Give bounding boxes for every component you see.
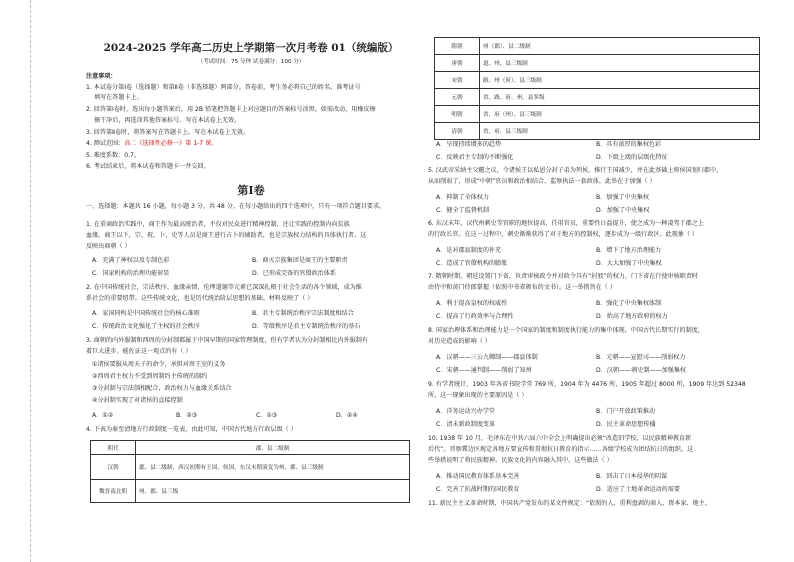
q1-line: 血缘。商王以下，宗、祝、卜、史等人员是商王进行占卜的辅助者，也是宗族权力结构的具体执行者。这 xyxy=(86,232,367,239)
q3-line: 3. 商朝的内外服制和西周的分封制都属于中国早期的国家管理制度，但有学者认为分封制相比内外服制有 xyxy=(86,337,368,344)
q3-item: ③分封制与宗法制相配合，政治权力与血缘关系结合 xyxy=(92,385,232,392)
q7-option-d[interactable]: D．抬高了地方政府的权力 xyxy=(596,313,668,320)
q4-option-b[interactable]: B．具有浓厚的集权色彩 xyxy=(596,141,662,148)
q2-option-b[interactable]: B．君主专制统治秩序宗法制度相结合 xyxy=(252,310,354,317)
q3-option-a[interactable]: A．①② xyxy=(92,412,114,419)
note-line: 6. 考试结束后，将本试卷和答题卡一并交回。 xyxy=(86,163,210,170)
q5-line: 从而削弱了，形成“中朝”官员和政治相结合、监察执法一套政体，此举在于加强（ ） xyxy=(428,178,656,185)
q2-option-c[interactable]: C．传统政治文化强化了主权的社会秩序 xyxy=(92,323,200,330)
q7-line: 7. 隋朝时期，朝廷设置门下省，负责审核政令并对政令具有“封驳”的权力，门下省在行使审核职责时 xyxy=(428,273,699,280)
notes-heading: 注意事项： xyxy=(86,73,117,80)
q2-line: 系社会的重要纽带。这些传统文化，也是历代统治阶层思想的基础。材料反映了（ ） xyxy=(86,295,314,302)
note-line-scope xyxy=(86,139,416,148)
q3-line: 着巨大进步。能佐证这一观点的有（ ） xyxy=(86,348,192,355)
q1-option-d[interactable]: D．已形成完备的官僚政治体系 xyxy=(252,270,336,277)
table-cell: 州（郡）、县二级制 xyxy=(480,38,760,55)
q7-option-b[interactable]: B．强化了中央集权体制 xyxy=(596,300,662,307)
q1-line: 1. 在重商政治实践中，商王作为最高统治者，不仅对民众进行精神控制，还让实践的控制内向贫族 xyxy=(86,221,350,228)
q4-option-c[interactable]: C．反映君主专制的不断强化 xyxy=(436,154,514,161)
q9-option-d[interactable]: D．民主革命思想传播 xyxy=(596,421,656,428)
q8-option-d[interactable]: D．汉朝——刺史制——加强集权 xyxy=(596,367,687,374)
q10-line: 后代”。晋察冀边区规定各地方要宣传和贯彻抗日教育的指示……各级学校成为团结抗日的组织。这 xyxy=(428,446,694,453)
table-cell: 郡、县二级制 xyxy=(136,441,410,455)
note-line: 3. 回答第Ⅱ卷时，将答案写在答题卡上。写在本试卷上无效。 xyxy=(86,129,250,136)
q4-line: 4. 下表为秦至清地方行政制度一览表，由此可知，中国古代地方行政层级（ ） xyxy=(86,426,297,433)
table-cell: 魏晋南北朝 xyxy=(91,480,136,503)
q10-option-a[interactable]: A．推动国民教育体系基本完善 xyxy=(436,473,520,480)
exam-info: （考试时间：75 分钟 试卷满分：100 分） xyxy=(197,59,305,65)
table-row xyxy=(91,455,410,480)
table-cell: 郡、县二级制，西汉初期有王国、侯国，东汉末期演变为州、郡、县三级制 xyxy=(136,455,410,480)
q3-item: ①诸侯要服从周天子的命令，承担对周王室的义务 xyxy=(92,361,226,368)
q9-option-a[interactable]: A．洋务运动兴办学堂 xyxy=(436,408,496,415)
table-row xyxy=(435,72,760,89)
q2-line: 2. 在中国传统社会，宗法秩序、血缘亲情、伦理道德等元素已深深扎根于社会生活的各个领域，成为维 xyxy=(86,284,362,291)
q9-line: 所。这一现象出现的主要原因是（ ） xyxy=(428,392,528,399)
q11-line: 11. 新民主主义革命时期，中国共产党发布的某文件规定：“依照的人、重利盘剥的商人、资本家、地主、 xyxy=(428,500,711,507)
q5-option-b[interactable]: B．加强了中央集权 xyxy=(596,194,649,201)
q10-option-c[interactable]: C．完善了抗战时期的国民教育 xyxy=(436,486,520,493)
q4-table-part1 xyxy=(90,440,410,503)
table-row xyxy=(435,123,760,140)
table-row xyxy=(435,38,760,55)
q10-line: 些举措说明了将民族精神、民族文化的内容融入其中。这些做法（ ） xyxy=(428,457,613,464)
q6-option-a[interactable]: A．是对郡县制度的补充 xyxy=(436,247,502,254)
note-line: 擦干净后，再选涂其他答案标号。写在本试卷上无效。 xyxy=(94,117,241,124)
q3-option-b[interactable]: B．②③ xyxy=(176,412,198,419)
table-row xyxy=(91,441,410,455)
note-line: 2. 回答第Ⅰ卷时，选出每小题答案后，用 2B 铅笔把答题卡上对应题目的答案标号涂黑。如需改动，用橡皮擦 xyxy=(86,106,376,113)
binding-margin xyxy=(0,0,31,562)
note-line: 5. 难度系数：0.7。 xyxy=(86,152,141,159)
q8-option-b[interactable]: B．元朝——宣慰司——削弱权力 xyxy=(596,354,686,361)
q3-item: ②西周君主权力不受到周制约主传统的制约 xyxy=(92,373,208,380)
table-row xyxy=(435,89,760,106)
table-cell: 明朝 xyxy=(435,106,480,123)
q3-option-d[interactable]: D．②④ xyxy=(336,412,358,419)
q7-option-a[interactable]: A．利于提高皇权的权威性 xyxy=(436,300,508,307)
table-cell: 州、郡、县三级 xyxy=(136,480,410,503)
table-cell: 省、府、县三级制 xyxy=(480,123,760,140)
q8-option-c[interactable]: C．宋朝——通判制——削弱了知州 xyxy=(436,367,532,374)
q1-option-b[interactable]: B．商灭宗族集团是商王的主要职责 xyxy=(252,257,348,264)
q7-option-c[interactable]: C．提高了行政效率与合理性 xyxy=(436,313,514,320)
q1-line: 反映出商朝（ ） xyxy=(86,243,131,250)
q5-line: 5. 汉武帝采纳主父偃之议，令诸侯王以私恩分封子弟为列侯，推行王国减少，并在此基础上将侯国划归郡中， xyxy=(428,167,723,174)
q8-line: 8. 国家治理体系和治理能力是一个国家的制度和制度执行能力的集中体现。中国古代长期实行的制度， xyxy=(428,327,704,334)
table-cell: 隋朝 xyxy=(435,38,480,55)
part-heading: 一、选择题：本题共 16 小题，每小题 3 分，共 48 分。在每小题给出的四个选项中，只有一项符合题目要求。 xyxy=(86,203,386,210)
q2-option-d[interactable]: D．等级秩序是君主专制统治秩序的基石 xyxy=(252,323,361,330)
q8-line: 对历史造成的影响（ ） xyxy=(428,338,491,345)
scope-prefix: 4. 测试范围： xyxy=(86,140,125,147)
table-row xyxy=(435,55,760,72)
q4-option-a[interactable]: A．呈现持续增多的趋势 xyxy=(436,141,502,148)
q5-option-d[interactable]: D．加强了中央集权 xyxy=(596,207,650,214)
left-column xyxy=(86,0,416,562)
note-line: 填写在答题卡上。 xyxy=(94,94,143,101)
q9-option-c[interactable]: C．清末新政制度变革 xyxy=(436,421,496,428)
exam-title: 2024-2025 学年高二历史上学期第一次月考卷 01（统编版） xyxy=(103,42,399,54)
q5-option-a[interactable]: A．抑制了全体权力 xyxy=(436,194,489,201)
table-cell: 省、府（州）、县三级制 xyxy=(480,106,760,123)
q5-option-c[interactable]: C．健全了监督机制 xyxy=(436,207,490,214)
q3-item: ④分封制实现了对诸侯的直接控制 xyxy=(92,397,183,404)
table-cell: 宋朝 xyxy=(435,72,480,89)
q1-option-a[interactable]: A．充满了神权以及专制色彩 xyxy=(92,257,170,264)
q1-option-c[interactable]: C．国家机构的治理功能彰显 xyxy=(92,270,170,277)
q9-option-b[interactable]: B．门户开放政策推动 xyxy=(596,408,656,415)
q10-option-d[interactable]: D．适应了土地革命运动的需要 xyxy=(596,486,680,493)
table-cell: 省、路、府、州、县多级 xyxy=(480,89,760,106)
q6-option-c[interactable]: C．造成了官僚机构的膨胀 xyxy=(436,260,508,267)
q6-option-b[interactable]: B．增下了地方治理能力 xyxy=(596,247,662,254)
q10-option-b[interactable]: B．回击了日本侵华的阴谋 xyxy=(596,473,668,480)
table-cell: 清朝 xyxy=(435,123,480,140)
scope-highlight: 高二《选择性必修一》第 1-7 课。 xyxy=(124,140,218,147)
section-title: 第Ⅰ卷 xyxy=(237,184,265,197)
table-cell: 元朝 xyxy=(435,89,480,106)
q4-option-d[interactable]: D．下级上级的层级化特征 xyxy=(596,154,668,161)
table-row xyxy=(435,106,760,123)
q9-line: 9. 有学者统计，1903 年各省书院学堂 769 所，1904 年为 4476 所，1905 年超过 8000 所，1909 年达到 52348 xyxy=(428,381,746,388)
q3-option-c[interactable]: C．①③ xyxy=(256,412,278,419)
table-cell: 唐朝 xyxy=(435,55,480,72)
q6-line: 6. 东汉末年，汉代州刺史等官职的地位提高，任用官员，重要性日益提升，使之成为一种凌驾于郡之上 xyxy=(428,220,704,227)
q7-line: 由侍中和黄门侍郎掌握（依照中书省颁布的文书）。这一举措旨在（ ） xyxy=(428,284,616,291)
table-row xyxy=(91,480,410,503)
table-cell: 道、州、县三级制 xyxy=(480,55,760,72)
q10-line: 10. 1938 年 10 月，毛泽东在中共六届六中全会上明确提出必须“改造旧学校，以民族精神教育新 xyxy=(428,435,692,442)
q4-table-part2 xyxy=(434,37,760,140)
q6-option-d[interactable]: D．大大加强了中央集权 xyxy=(596,260,662,267)
table-cell: 汉朝 xyxy=(91,455,136,480)
q2-option-a[interactable]: A．家国同构是中国传统社会的核心准则 xyxy=(92,310,200,317)
right-column xyxy=(428,0,766,562)
table-cell: 朝代 xyxy=(91,441,136,455)
note-line: 1. 本试卷分第Ⅰ卷（选择题）和第Ⅱ卷（非选择题）两部分。答卷前，考生务必将自己的姓名、准考证号 xyxy=(86,84,361,91)
table-cell: 路、州（府）、县三级制 xyxy=(480,72,760,89)
q6-line: 的行政长官。在这一过程中，刺史渐渐获得了对于地方的控制权，逐步成为一级行政区。此现象（ ） xyxy=(428,231,699,238)
q8-option-a[interactable]: A．汉朝——三公九卿制——郡县体制 xyxy=(436,354,538,361)
